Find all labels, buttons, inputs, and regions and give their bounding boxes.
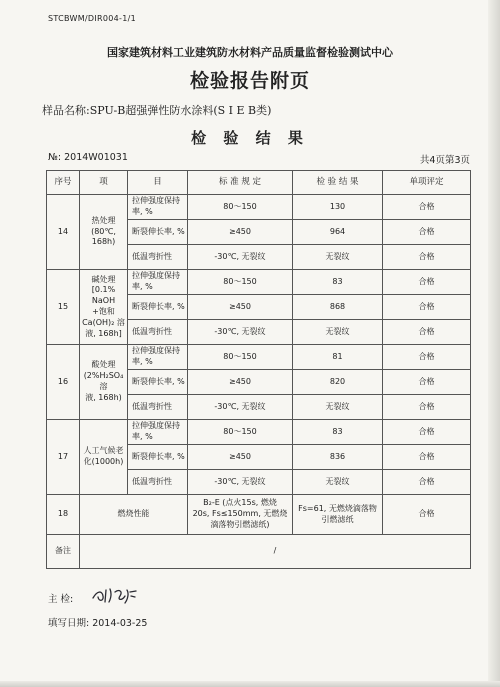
test-item: 拉伸强度保持率, % xyxy=(128,420,188,445)
standard-value: -30℃, 无裂纹 xyxy=(188,320,293,345)
page-edge-shadow xyxy=(488,0,500,687)
evaluation: 合格 xyxy=(383,345,471,370)
standard-value: ≥450 xyxy=(188,295,293,320)
test-condition-line: (80℃, xyxy=(91,226,116,236)
standard-value: ≥450 xyxy=(188,445,293,470)
standard-value: 80～150 xyxy=(188,195,293,220)
standard-value: 80～150 xyxy=(188,270,293,295)
evaluation: 合格 xyxy=(383,470,471,495)
header-item-1: 项 xyxy=(80,171,128,195)
results-table xyxy=(46,170,471,569)
test-condition-line: Ca(OH)₂ 溶 xyxy=(82,317,125,327)
standard-value-line: 20s, Fs≤150mm, 无燃烧 xyxy=(192,509,288,519)
test-condition xyxy=(80,195,128,270)
header-item-2: 目 xyxy=(128,171,188,195)
test-result: 83 xyxy=(293,270,383,295)
standard-value-line: B₂-E (点火15s, 燃烧 xyxy=(203,498,277,508)
test-result: 964 xyxy=(293,220,383,245)
test-condition xyxy=(80,345,128,420)
sample-name-label: 样品名称: xyxy=(42,104,90,117)
evaluation: 合格 xyxy=(383,370,471,395)
standard-value: ≥450 xyxy=(188,220,293,245)
remarks-value: / xyxy=(80,535,471,569)
test-item: 断裂伸长率, % xyxy=(128,295,188,320)
fill-date: 填写日期: 2014-03-25 xyxy=(48,618,148,629)
remarks-row xyxy=(47,535,471,569)
test-result xyxy=(293,495,383,535)
evaluation: 合格 xyxy=(383,270,471,295)
test-condition-line: 热处理 xyxy=(91,215,116,225)
test-condition-line: 人工气候老 xyxy=(83,446,124,456)
test-result: 130 xyxy=(293,195,383,220)
table-row xyxy=(47,420,471,445)
test-result: 83 xyxy=(293,420,383,445)
test-condition-line: [0.1% xyxy=(91,285,116,295)
header-evaluation: 单项评定 xyxy=(383,171,471,195)
header-seq: 序号 xyxy=(47,171,80,195)
test-item: 燃烧性能 xyxy=(80,495,188,535)
sample-name-value: SPU-B超强弹性防水涂料(S I E B类) xyxy=(89,104,272,117)
table-row xyxy=(47,195,471,220)
evaluation: 合格 xyxy=(383,295,471,320)
document-code: STCBWM/DIR004-1/1 xyxy=(48,14,137,23)
test-result: 868 xyxy=(293,295,383,320)
evaluation: 合格 xyxy=(383,195,471,220)
table-header-row xyxy=(47,171,471,195)
row-number: 14 xyxy=(47,195,80,270)
test-condition-line: 化(1000h) xyxy=(83,457,124,466)
header-result: 检 验 结 果 xyxy=(293,171,383,195)
test-result-line: Fs=61, 无燃烧滴落物 xyxy=(298,503,377,513)
test-condition-line: NaOH xyxy=(91,296,116,306)
test-condition-line: 酸处理 xyxy=(91,360,116,370)
test-condition xyxy=(80,270,128,345)
standard-value: 80～150 xyxy=(188,420,293,445)
section-title: 检 验 结 果 xyxy=(191,129,309,147)
inspector-signature xyxy=(90,584,138,606)
evaluation: 合格 xyxy=(383,320,471,345)
test-condition-line: 液, 168h] xyxy=(85,328,122,338)
test-item: 断裂伸长率, % xyxy=(128,445,188,470)
test-item: 低温弯折性 xyxy=(128,395,188,420)
test-condition-line: +饱和 xyxy=(92,307,115,316)
test-condition xyxy=(80,420,128,495)
row-number: 16 xyxy=(47,345,80,420)
report-number: №: 2014W01031 xyxy=(48,152,128,163)
evaluation: 合格 xyxy=(383,495,471,535)
evaluation: 合格 xyxy=(383,445,471,470)
standard-value: -30℃, 无裂纹 xyxy=(188,245,293,270)
document-title: 检验报告附页 xyxy=(189,70,310,92)
standard-value: -30℃, 无裂纹 xyxy=(188,395,293,420)
evaluation: 合格 xyxy=(383,395,471,420)
test-item: 拉伸强度保持率, % xyxy=(128,270,188,295)
sample-name-line xyxy=(42,102,271,118)
test-result: 836 xyxy=(293,445,383,470)
inspector-label: 主 检: xyxy=(48,594,74,605)
table-row xyxy=(47,270,471,295)
standard-value: 80～150 xyxy=(188,345,293,370)
test-result: 820 xyxy=(293,370,383,395)
header-standard: 标 准 规 定 xyxy=(188,171,293,195)
test-item: 断裂伸长率, % xyxy=(128,370,188,395)
test-item: 低温弯折性 xyxy=(128,470,188,495)
test-item: 断裂伸长率, % xyxy=(128,220,188,245)
page-count: 共4页第3页 xyxy=(419,155,470,166)
evaluation: 合格 xyxy=(383,220,471,245)
test-result: 无裂纹 xyxy=(293,245,383,270)
standard-value: ≥450 xyxy=(188,370,293,395)
evaluation: 合格 xyxy=(383,420,471,445)
testing-center-name: 国家建筑材料工业建筑防水材料产品质量监督检验测试中心 xyxy=(107,46,393,59)
test-condition-line: 碱处理 xyxy=(91,274,116,284)
test-item: 拉伸强度保持率, % xyxy=(128,195,188,220)
results-table-body xyxy=(47,171,471,569)
test-item: 拉伸强度保持率, % xyxy=(128,345,188,370)
test-result: 无裂纹 xyxy=(293,320,383,345)
row-number: 17 xyxy=(47,420,80,495)
test-item: 低温弯折性 xyxy=(128,245,188,270)
test-result: 81 xyxy=(293,345,383,370)
test-condition-line: 168h) xyxy=(91,237,116,247)
standard-value-line: 滴落物引燃滤纸) xyxy=(210,519,270,529)
test-condition-line: (2%H₂SO₄溶 xyxy=(83,371,124,391)
test-result: 无裂纹 xyxy=(293,395,383,420)
evaluation: 合格 xyxy=(383,245,471,270)
test-result-line: 引燃滤纸 xyxy=(321,514,354,524)
row-number: 15 xyxy=(47,270,80,345)
test-condition-line: 液, 168h) xyxy=(85,392,122,402)
standard-value xyxy=(188,495,293,535)
table-row xyxy=(47,345,471,370)
standard-value: -30℃, 无裂纹 xyxy=(188,470,293,495)
page-bottom-shadow xyxy=(0,681,500,687)
test-result: 无裂纹 xyxy=(293,470,383,495)
remarks-label: 备注 xyxy=(47,535,80,569)
test-item: 低温弯折性 xyxy=(128,320,188,345)
table-row xyxy=(47,495,471,535)
row-number: 18 xyxy=(47,495,80,535)
